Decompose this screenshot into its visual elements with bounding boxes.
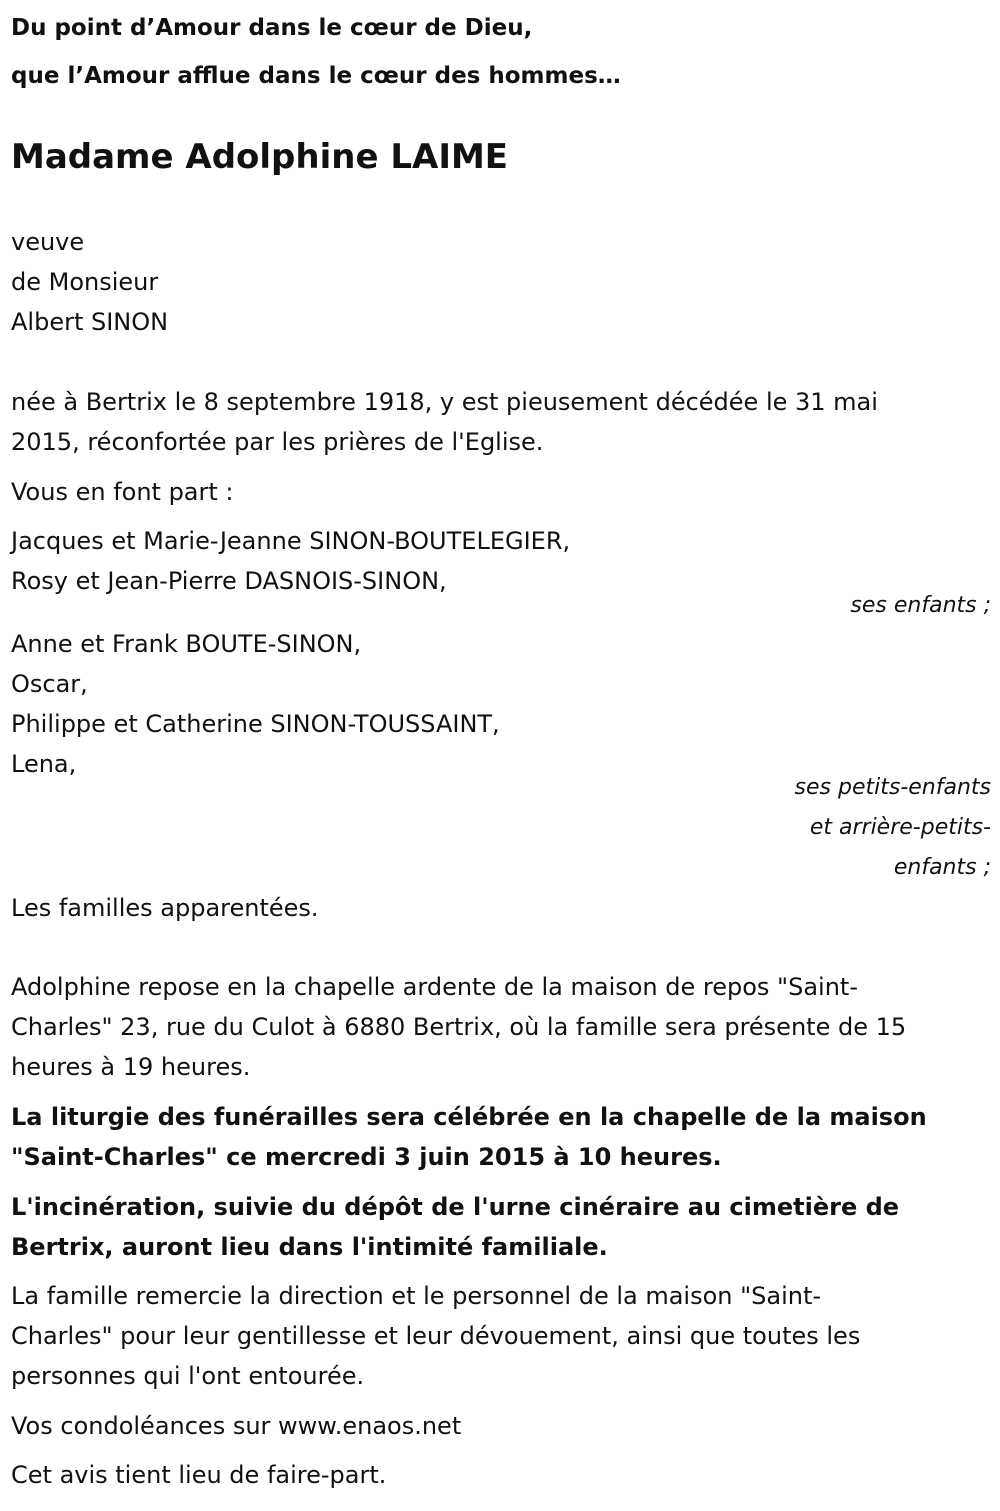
children-label: ses enfants ;	[850, 593, 991, 618]
grandchildren-line-3: Philippe et Catherine SINON-TOUSSAINT,	[11, 710, 500, 738]
grandchildren-label-3: enfants ;	[893, 855, 991, 880]
quote-line-1: Du point d’Amour dans le cœur de Dieu,	[11, 15, 533, 41]
liturgy-line-2: "Saint-Charles" ce mercredi 3 juin 2015 à 10 heures.	[11, 1143, 722, 1171]
birth-line-1: née à Bertrix le 8 septembre 1918, y est pieusement décédée le 31 mai	[11, 388, 878, 416]
quote-line-2: que l’Amour afflue dans le cœur des hommes…	[11, 63, 621, 89]
thanks-line-2: Charles" pour leur gentillesse et leur dévouement, ainsi que toutes les	[11, 1322, 861, 1350]
children-line-1: Jacques et Marie-Jeanne SINON-BOUTELEGIER,	[11, 527, 571, 555]
thanks-line-3: personnes qui l'ont entourée.	[11, 1362, 365, 1390]
rest-line-2: Charles" 23, rue du Culot à 6880 Bertrix, où la famille sera présente de 15	[11, 1013, 907, 1041]
grandchildren-label-1: ses petits-enfants	[794, 775, 991, 800]
families-text: Les familles apparentées.	[11, 894, 319, 922]
birth-line-2: 2015, réconfortée par les prières de l'Eglise.	[11, 428, 544, 456]
cremation-line-1: L'incinération, suivie du dépôt de l'urne cinéraire au cimetière de	[11, 1193, 900, 1221]
announce-text: Vous en font part :	[11, 478, 234, 506]
condolences-text: Vos condoléances sur www.enaos.net	[11, 1412, 462, 1440]
widow-line-2: de Monsieur	[11, 268, 159, 296]
children-line-2: Rosy et Jean-Pierre DASNOIS-SINON,	[11, 567, 447, 595]
liturgy-line-1: La liturgie des funérailles sera célébrée en la chapelle de la maison	[11, 1103, 927, 1131]
deceased-name: Madame Adolphine LAIME	[11, 137, 509, 177]
cremation-line-2: Bertrix, auront lieu dans l'intimité familiale.	[11, 1233, 608, 1261]
grandchildren-line-4: Lena,	[11, 750, 77, 778]
widow-line-1: veuve	[11, 228, 85, 256]
grandchildren-line-2: Oscar,	[11, 670, 88, 698]
notice-text: Cet avis tient lieu de faire-part.	[11, 1461, 387, 1489]
rest-line-1: Adolphine repose en la chapelle ardente de la maison de repos "Saint-	[11, 973, 858, 1001]
widow-line-3: Albert SINON	[11, 308, 169, 336]
grandchildren-line-1: Anne et Frank BOUTE-SINON,	[11, 630, 362, 658]
grandchildren-label-2: et arrière-petits-	[809, 815, 991, 840]
thanks-line-1: La famille remercie la direction et le personnel de la maison "Saint-	[11, 1282, 822, 1310]
rest-line-3: heures à 19 heures.	[11, 1053, 251, 1081]
